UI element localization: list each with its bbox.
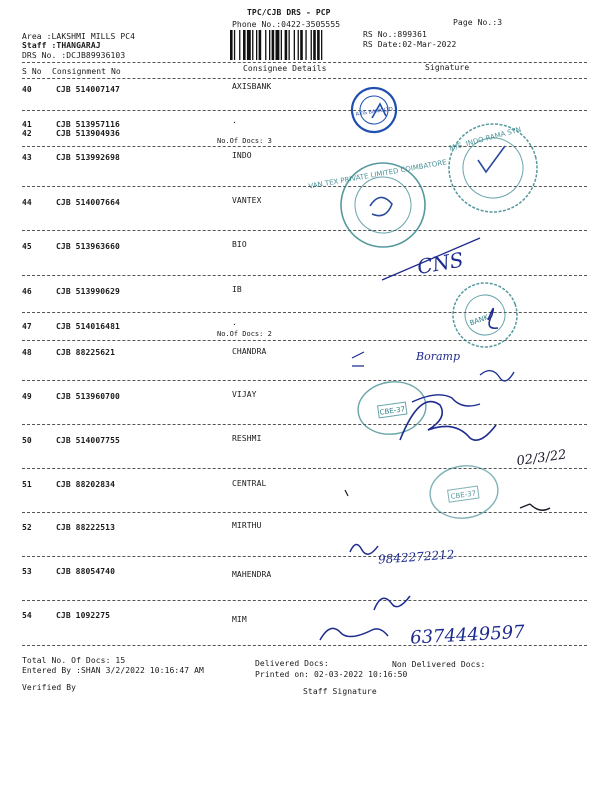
row48-signature: Boramp: [416, 350, 460, 363]
row-consignment: CJB 513960700: [56, 392, 120, 401]
signature-stroke: [320, 628, 388, 640]
barcode-bar: [317, 30, 320, 60]
row-consignment: CJB 514016481: [56, 322, 120, 331]
row50-date: 02/3/22: [515, 447, 568, 470]
row-sno: 50: [22, 436, 32, 445]
barcode-bar: [300, 30, 303, 60]
stamp-text: BANK: [468, 313, 490, 328]
total-docs: Total No. Of Docs: 15: [22, 656, 126, 665]
tick-mark: [478, 146, 505, 172]
barcode-bar: [243, 30, 246, 60]
row-consignee: .: [232, 116, 237, 125]
column-sno: S No: [22, 67, 42, 76]
signature-stroke: [412, 395, 480, 406]
barcode-bar: [289, 30, 290, 60]
signature-stroke: [352, 352, 364, 366]
divider: [22, 645, 587, 646]
cbe-stamp: [355, 378, 430, 439]
row-sno: 53: [22, 567, 32, 576]
row-sno: 51: [22, 480, 32, 489]
barcode: [230, 30, 360, 60]
row-sno: 45: [22, 242, 32, 251]
printed-on: Printed on: 02-03-2022 10:16:50: [255, 670, 408, 679]
row-consignment: CJB 514007664: [56, 198, 120, 207]
area-label: Area :LAKSHMI MILLS PC4: [22, 32, 136, 41]
row-consignee: .: [232, 318, 237, 327]
row-consignment: CJB 1092275: [56, 611, 111, 620]
barcode-bar: [269, 30, 270, 60]
row53-phone: 9842272212: [377, 547, 455, 567]
staff-signature-label: Staff Signature: [303, 687, 377, 696]
row-consignee: IB: [232, 285, 242, 294]
barcode-bar: [247, 30, 251, 60]
row-consignee: VIJAY: [232, 390, 257, 399]
document-title: TPC/CJB DRS - PCP: [247, 8, 331, 17]
barcode-bar: [272, 30, 275, 60]
row-consignee: CENTRAL: [232, 479, 267, 488]
non-delivered-docs: Non Delivered Docs:: [392, 660, 486, 669]
row-consignee: MAHENDRA: [232, 570, 272, 579]
column-signature: Signature: [425, 63, 470, 72]
stamp-text: AXIS BANK LTD: [355, 106, 394, 118]
row-consignee: MIRTHU: [232, 521, 262, 530]
divider: [22, 146, 587, 147]
signature-stroke: [345, 490, 348, 496]
column-consignee: Consignee Details: [243, 64, 327, 73]
column-consignment: Consignment No: [52, 67, 121, 76]
row-sno: 46: [22, 287, 32, 296]
barcode-bar: [276, 30, 280, 60]
row-consignee: INDO: [232, 151, 252, 160]
row-consignment: CJB 88222513: [56, 523, 115, 532]
row-consignee: CHANDRA: [232, 347, 267, 356]
row-consignee: RESHMI: [232, 434, 262, 443]
bank-stamp: [444, 274, 526, 356]
barcode-bar: [239, 30, 240, 60]
row-sno: 42: [22, 129, 32, 138]
entered-by: Entered By :SHAN 3/2/2022 10:16:47 AM: [22, 666, 204, 675]
signature-stroke: [382, 238, 480, 280]
row-consignment: CJB 514007755: [56, 436, 120, 445]
row-consignment: CJB 513957116: [56, 120, 120, 129]
indo-rama-stamp: [439, 114, 547, 222]
row-sno: 47: [22, 322, 32, 331]
barcode-bar: [259, 30, 262, 60]
row-consignment: CJB 514007147: [56, 85, 120, 94]
row-sno: 48: [22, 348, 32, 357]
signature-stroke: [350, 544, 378, 554]
verified-by: Verified By: [22, 683, 77, 692]
signature-stroke: [400, 402, 496, 441]
row-sno: 49: [22, 392, 32, 401]
row-sno: 52: [22, 523, 32, 532]
divider: [22, 312, 587, 313]
barcode-bar: [321, 30, 322, 60]
divider: [22, 186, 587, 187]
barcode-bar: [265, 30, 266, 60]
row-consignment: CJB 88225621: [56, 348, 115, 357]
staff-label: Staff :THANGARAJ: [22, 41, 101, 50]
divider: [22, 556, 587, 557]
phone-number: Phone No.:0422-3505555: [232, 20, 341, 29]
divider: [22, 275, 587, 276]
row-consignment: CJB 88054740: [56, 567, 115, 576]
signature-mark: [372, 104, 386, 118]
row-sno: 40: [22, 85, 32, 94]
barcode-bar: [281, 30, 282, 60]
barcode-bar: [294, 30, 295, 60]
stamp-text: VAN TEX PRIVATE LIMITED COIMBATORE: [307, 158, 448, 191]
doc-count-note: No.Of Docs: 3: [217, 137, 272, 145]
doc-count-note: No.Of Docs: 2: [217, 330, 272, 338]
divider: [22, 340, 587, 341]
divider: [22, 110, 587, 111]
barcode-bar: [313, 30, 316, 60]
divider: [22, 468, 587, 469]
barcode-bar: [298, 30, 299, 60]
barcode-bar: [311, 30, 312, 60]
barcode-bar: [305, 30, 306, 60]
drs-number: DRS No. :DCJB89936103: [22, 51, 126, 60]
row-consignment: CJB 513904936: [56, 129, 120, 138]
row-consignment: CJB 513990629: [56, 287, 120, 296]
row-consignee: VANTEX: [232, 196, 262, 205]
divider: [22, 600, 587, 601]
row-sno: 54: [22, 611, 32, 620]
barcode-bar: [256, 30, 257, 60]
row-consignment: CJB 513992698: [56, 153, 120, 162]
row-consignee: AXISBANK: [232, 82, 272, 91]
divider: [22, 62, 587, 63]
row-sno: 43: [22, 153, 32, 162]
page-number: Page No.:3: [453, 18, 503, 27]
row-sno: 44: [22, 198, 32, 207]
stamp-text: CBE-37: [379, 405, 406, 417]
row46-signature: CNS: [415, 247, 466, 280]
rs-date: RS Date:02-Mar-2022: [363, 40, 457, 49]
barcode-bar: [230, 30, 233, 60]
row-consignee: BIO: [232, 240, 247, 249]
divider: [22, 424, 587, 425]
cbe-stamp: [427, 462, 502, 523]
row54-phone: 6374449597: [409, 621, 526, 649]
stamp-text: M/S. INDO RAMA SYN: [448, 125, 523, 153]
divider: [22, 380, 587, 381]
barcode-bar: [285, 30, 288, 60]
divider: [22, 230, 587, 231]
vantex-stamp: [307, 151, 459, 258]
row-consignment: CJB 513963660: [56, 242, 120, 251]
barcode-bar: [234, 30, 235, 60]
barcode-bar: [252, 30, 253, 60]
row-sno: 41: [22, 120, 32, 129]
stamp-text: CBE-37: [450, 489, 477, 501]
signature-stroke: [520, 504, 550, 510]
signature-mark: [370, 197, 392, 215]
row-consignee: MIM: [232, 615, 247, 624]
row-consignment: CJB 88202834: [56, 480, 115, 489]
divider: [22, 512, 587, 513]
signature-stroke: [374, 596, 410, 610]
divider: [22, 78, 587, 79]
delivered-docs: Delivered Docs:: [255, 659, 329, 668]
rs-number: RS No.:899361: [363, 30, 427, 39]
